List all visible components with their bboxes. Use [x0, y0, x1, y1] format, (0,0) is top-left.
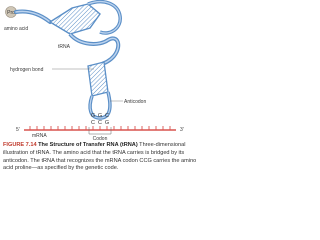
- anticodon-label: Anticodon: [124, 99, 147, 105]
- caption-label: FIGURE 7.14: [3, 142, 37, 148]
- codon-base: C: [98, 120, 102, 126]
- codon-base: G: [104, 120, 110, 126]
- figure-caption: [3, 142, 197, 173]
- codon-bases: [91, 120, 109, 126]
- hydrogen-bond-label: hydrogen bond: [10, 67, 44, 73]
- five-prime-label: 5′: [16, 127, 20, 133]
- amino-acid-label: amino acid: [4, 26, 29, 32]
- acceptor-stem: [16, 11, 50, 22]
- caption-body: Three-dimensional illustration of tRNA. The amino acid that the tRNA carries is bridged by its anticodon. The tRNA that recognizes the mRNA codon CCG carries the amino acid proline—as specified by the genetic code.: [3, 142, 197, 172]
- anticodon-bases: [91, 113, 109, 119]
- anticodon-base: G: [90, 113, 96, 119]
- anticodon-base: C: [105, 113, 109, 119]
- three-prime-label: 3′: [180, 127, 184, 133]
- mrna-strand: [24, 126, 176, 134]
- trna-label: tRNA: [58, 44, 70, 50]
- amino-acid-abbrev: Pro: [7, 9, 15, 16]
- mrna-label: mRNA: [32, 133, 47, 139]
- anticodon-base: G: [97, 113, 103, 119]
- mrna-ticks: [30, 126, 170, 130]
- codon-label: Codon: [92, 136, 108, 142]
- caption-title: The Structure of Transfer RNA (tRNA): [38, 142, 138, 148]
- codon-base: C: [91, 120, 95, 126]
- trna-molecule: [50, 2, 120, 118]
